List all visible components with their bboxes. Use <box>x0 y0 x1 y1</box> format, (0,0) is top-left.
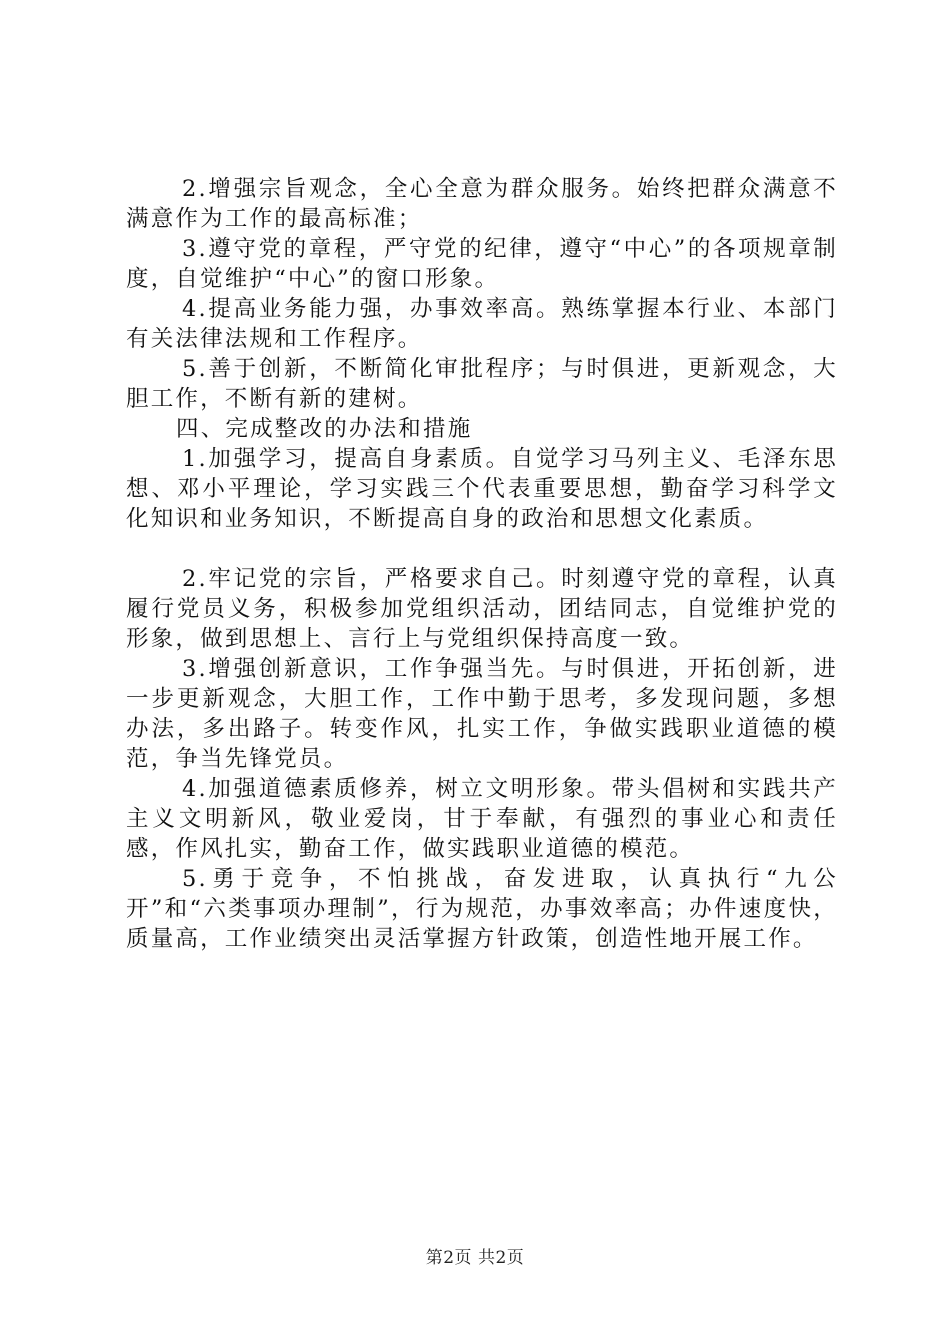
measure-4: 4.加强道德素质修养，树立文明形象。带头倡树和实践共产主义文明新风，敬业爱岗，甘于奉献，有强烈的事业心和责任感，作风扎实，勤奋工作，做实践职业道德的模范。 <box>126 776 838 862</box>
measure-2: 2.牢记党的宗旨，严格要求自己。时刻遵守党的章程，认真履行党员义务，积极参加党组织活动，团结同志，自觉维护党的形象，做到思想上、言行上与党组织保持高度一致。 <box>126 566 838 652</box>
section-heading: 四、完成整改的办法和措施 <box>176 416 473 442</box>
paragraph-5: 5.善于创新，不断简化审批程序；与时俱进，更新观念，大胆工作，不断有新的建树。 <box>126 356 838 412</box>
page-footer: 第2页 共2页 <box>425 1248 525 1268</box>
paragraph-2: 2.增强宗旨观念，全心全意为群众服务。始终把群众满意不满意作为工作的最高标准； <box>126 176 838 232</box>
measure-1: 1.加强学习，提高自身素质。自觉学习马列主义、毛泽东思想、邓小平理论，学习实践三个代表重要思想，勤奋学习科学文化知识和业务知识，不断提高自身的政治和思想文化素质。 <box>126 446 838 532</box>
paragraph-gap <box>126 534 838 564</box>
measure-3: 3.增强创新意识，工作争强当先。与时俱进，开拓创新，进一步更新观念，大胆工作，工作中勤于思考，多发现问题，多想办法，多出路子。转变作风，扎实工作，争做实践职业道德的模范，争当先锋党员。 <box>126 656 838 772</box>
paragraph-3: 3.遵守党的章程，严守党的纪律，遵守“中心”的各项规章制度，自觉维护“中心”的窗口形象。 <box>126 236 838 292</box>
measure-5: 5.勇于竞争，不怕挑战，奋发进取，认真执行“九公开”和“六类事项办理制”，行为规范，办事效率高；办件速度快，质量高，工作业绩突出灵活掌握方针政策，创造性地开展工作。 <box>126 866 838 952</box>
document-body <box>126 174 838 954</box>
paragraph-4: 4.提高业务能力强，办事效率高。熟练掌握本行业、本部门有关法律法规和工作程序。 <box>126 296 838 352</box>
